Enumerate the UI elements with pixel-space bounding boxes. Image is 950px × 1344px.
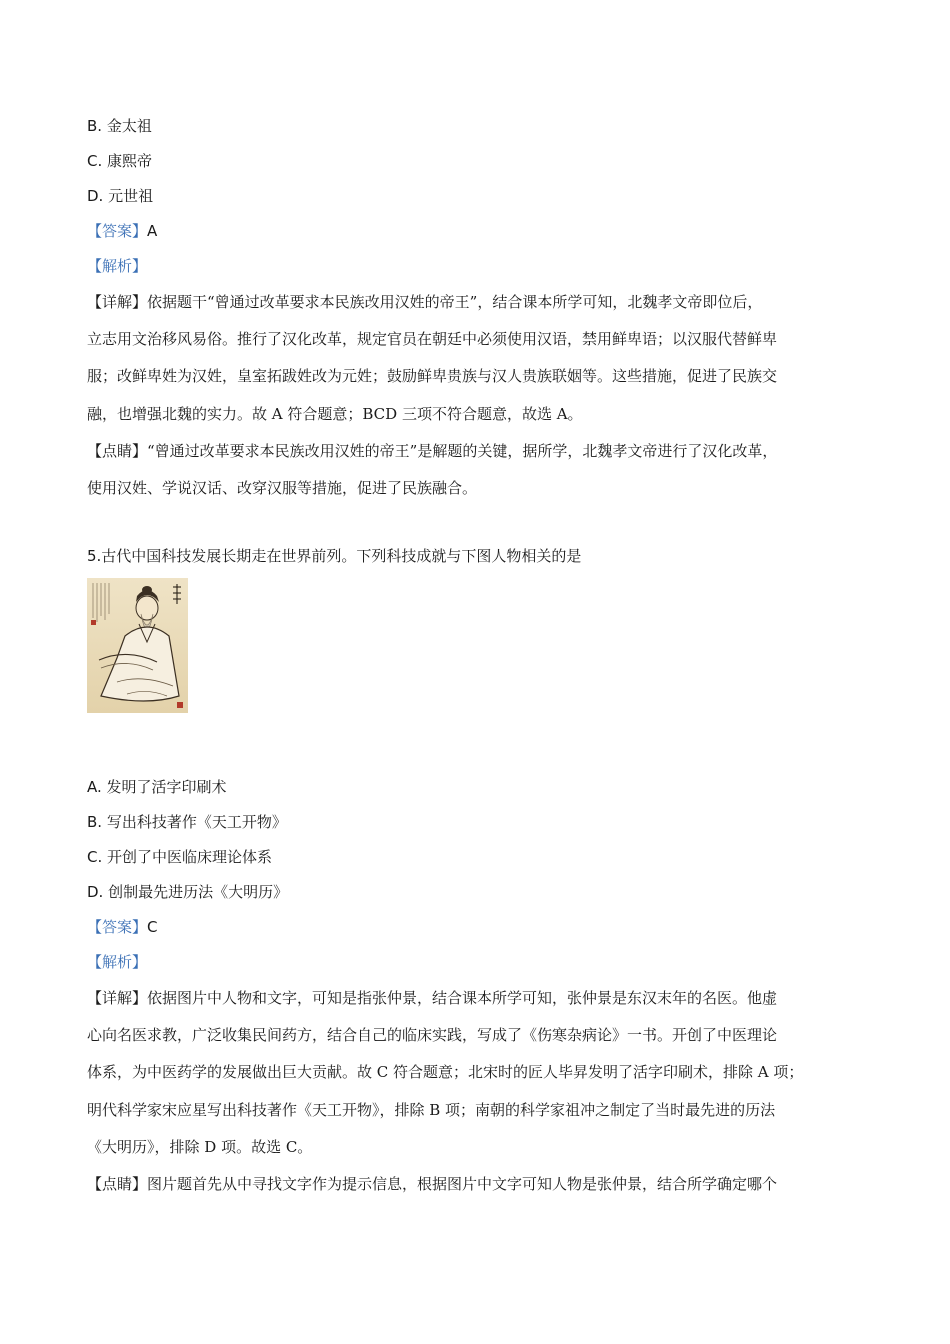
q5-option-a: A. 发明了活字印刷术: [87, 778, 227, 796]
q5-option-c: C. 开创了中医临床理论体系: [87, 848, 273, 866]
q4-answer: [87, 221, 157, 241]
q4-detail-line: 【详解】依据题干“曾通过改革要求本民族改用汉姓的帝王”，结合课本所学可知，北魏孝文帝即位后，: [87, 293, 763, 311]
q4-comment-line: 使用汉姓、学说汉话、改穿汉服等措施，促进了民族融合。: [87, 479, 478, 497]
q5-detail-line: 心向名医求教，广泛收集民间药方，结合自己的临床实践，写成了《伤寒杂病论》一书。开创了中医理论: [87, 1026, 778, 1044]
q4-option-d: D. 元世祖: [87, 187, 154, 205]
q4-comment-line: 【点睛】“曾通过改革要求本民族改用汉姓的帝王”是解题的关键，据所学，北魏孝文帝进行了汉化改革，: [87, 442, 778, 460]
q4-detail-line: 立志用文治移风易俗。推行了汉化改革，规定官员在朝廷中必须使用汉语，禁用鲜卑语；以汉服代替鲜卑: [87, 330, 778, 348]
q4-option-c: C. 康熙帝: [87, 152, 153, 170]
q4-option-b: B. 金太祖: [87, 117, 152, 135]
q5-analysis-label: 【解析】: [87, 953, 148, 971]
zhang-zhongjing-figure: [87, 578, 188, 713]
q4-answer-label: 【答案】: [87, 222, 148, 240]
q5-stem: 5.古代中国科技发展长期走在世界前列。下列科技成就与下图人物相关的是: [87, 547, 582, 565]
q5-detail-line: 《大明历》，排除 D 项。故选 C。: [87, 1138, 313, 1156]
q4-detail-line: 服；改鲜卑姓为汉姓，皇室拓跋姓改为元姓；鼓励鲜卑贵族与汉人贵族联姻等。这些措施，促进了民族交: [87, 367, 778, 385]
q5-option-d: D. 创制最先进历法《大明历》: [87, 883, 289, 901]
q5-detail-line: 体系，为中医药学的发展做出巨大贡献。故 C 符合题意；北宋时的匠人毕昇发明了活字印刷术，排除 A 项；: [87, 1063, 804, 1081]
q5-answer-value: C: [147, 918, 158, 936]
q5-detail-line: 【详解】依据图片中人物和文字，可知是指张仲景，结合课本所学可知，张仲景是东汉末年的名医。他虚: [87, 989, 778, 1007]
q4-analysis-label: 【解析】: [87, 257, 148, 275]
q4-detail-line: 融，也增强北魏的实力。故 A 符合题意；BCD 三项不符合题意，故选 A。: [87, 405, 583, 423]
q5-answer: [87, 917, 158, 937]
q4-answer-value: A: [147, 222, 158, 240]
q5-option-b: B. 写出科技著作《天工开物》: [87, 813, 287, 831]
q5-answer-label: 【答案】: [87, 918, 148, 936]
portrait-illustration-icon: [87, 578, 188, 713]
q5-detail-line: 明代科学家宋应星写出科技著作《天工开物》，排除 B 项；南朝的科学家祖冲之制定了当时最先进的历法: [87, 1101, 776, 1119]
q5-comment-line: 【点睛】图片题首先从中寻找文字作为提示信息，根据图片中文字可知人物是张仲景，结合所学确定哪个: [87, 1175, 778, 1193]
